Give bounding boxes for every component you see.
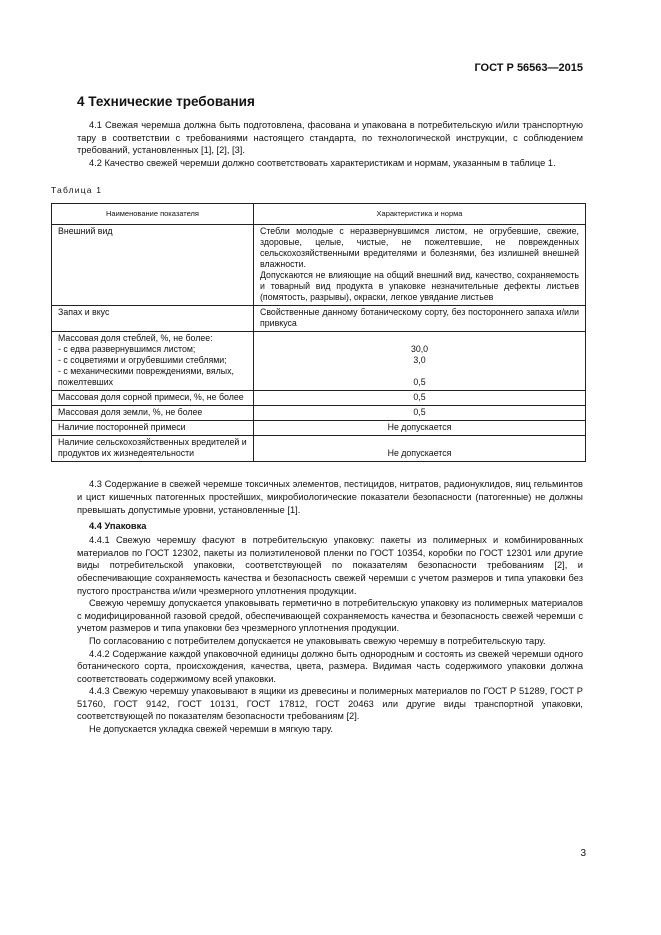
table-row: [52, 391, 586, 406]
row-smell-value: Свойственные данному ботаническому сорту, без постороннего запаха и/или привкуса: [254, 306, 586, 332]
stems-item: - с едва развернувшимся листом;: [58, 344, 196, 355]
table-row: [52, 436, 586, 462]
paragraph-4-4-1: 4.4.1 Свежую черемшу фасуют в потребительскую упаковку: пакеты из полимерных и комбинированных материалов по ГОСТ 12302, пакеты из полиэтиленовой пленки по ГОСТ 10354, коробки по ГОСТ 12301 или другие виды потребительской упаковки, соответствующей по показателям безопасности требованиям [2], и обеспечивающие сохраняемость качества и безопасность свежей черемши с учетом размеров и типа упаковки без пустого пространства и/или чрезмерного уплотнения продукции.: [77, 535, 583, 596]
paragraph-4-4-3: 4.4.3 Свежую черемшу упаковывают в ящики из древесины и полимерных материалов по ГОСТ Р 51289, ГОСТ Р 51760, ГОСТ 9142, ГОСТ 10131, ГОСТ 17812, ГОСТ 20463 или другие виды транспортной упаковки, соответствующей по показателям безопасности требованиям [2].: [77, 686, 583, 722]
page-content: [51, 90, 583, 736]
stems-value: 0,5: [413, 377, 426, 388]
table-header-row: [52, 204, 586, 225]
col-header-value: Характеристика и норма: [254, 204, 586, 225]
stems-value: 3,0: [413, 355, 426, 366]
table-row: [52, 332, 586, 391]
row-foreign-value: Не допускается: [254, 421, 586, 436]
standard-header: ГОСТ Р 56563—2015: [474, 62, 583, 74]
paragraph-4-4-1-c: По согласованию с потребителем допускается не упаковывать свежую черемшу в потребительскую тару.: [89, 635, 546, 646]
appearance-tolerance: Допускаются не влияющие на общий внешний вид, качество, сохраняемость и товарный вид продукта в упаковке незначительные дефекты листьев (помятость, разрывы), окраски, легкое увядание листьев: [260, 270, 579, 303]
paragraph-4-4-3-b: Не допускается укладка свежей черемши в мягкую тару.: [89, 724, 333, 735]
row-stems-value: [254, 332, 586, 391]
paragraph-4-2: 4.2 Качество свежей черемши должно соответствовать характеристикам и нормам, указанным в таблице 1.: [89, 157, 556, 168]
row-appearance-value: [254, 225, 586, 306]
paragraph-4-4-1-b: Свежую черемшу допускается упаковывать герметично в потребительскую упаковку из полимерных материалов с модифицированной газовой средой, обеспечивающей сохраняемость качества и безопасность свежей черемши с учетом размеров и типа упаковки без чрезмерного уплотнения продукции.: [77, 598, 583, 634]
stems-item: - с соцветиями и огрубевшими стеблями;: [58, 355, 227, 366]
row-weeds-name: Массовая доля сорной примеси, %, не более: [52, 391, 254, 406]
row-soil-value: 0,5: [254, 406, 586, 421]
requirements-table: [51, 203, 586, 462]
paragraph-4-1: 4.1 Свежая черемша должна быть подготовлена, фасована и упакована в потребительскую и/или транспортную тару в соответствии с требованиями настоящего стандарта, по технологической инструкции, с соблюдением требований, установленных [1], [2], [3].: [77, 120, 583, 156]
row-pests-value: Не допускается: [254, 436, 586, 462]
table-row: [52, 225, 586, 306]
paragraph-4-4-2: 4.4.2 Содержание каждой упаковочной единицы должно быть однородным и состоять из свежей черемши одного ботанического сорта, происхождения, качества, цвета, размера. Видимая часть содержимого упаковки должна соответствовать содержимому всей упаковки.: [77, 648, 583, 684]
subsection-title: 4.4 Упаковка: [89, 521, 147, 532]
row-pests-name: Наличие сельскохозяйственных вредителей и продуктов их жизнедеятельности: [52, 436, 254, 462]
row-foreign-name: Наличие посторонней примеси: [52, 421, 254, 436]
stems-title: Массовая доля стеблей, %, не более:: [58, 333, 213, 344]
row-soil-name: Массовая доля земли, %, не более: [52, 406, 254, 421]
row-appearance-name: Внешний вид: [52, 225, 254, 306]
paragraph-4-3: 4.3 Содержание в свежей черемше токсичных элементов, пестицидов, нитратов, радионуклидов, яиц гельминтов и цист кишечных патогенных простейших, микробиологические показатели безопасности (патогенные) не должны превышать допустимые уровни, установленные [1].: [77, 479, 583, 515]
row-weeds-value: 0,5: [254, 391, 586, 406]
stems-value: 30,0: [410, 344, 429, 355]
table-row: [52, 306, 586, 332]
stems-item: - с механическими повреждениями, вялых, пожелтевших: [58, 366, 234, 388]
section-title: 4 Технические требования: [77, 94, 255, 109]
appearance-text: Стебли молодые с неразвернувшимся листом, не огрубевшие, свежие, здоровые, целые, чистые, не пожелтевшие, не поврежденных сельскохозяйственными вредителями и болезнями, без излишней внешней влажности.: [260, 226, 579, 270]
table-row: [52, 421, 586, 436]
table-caption: Таблица 1: [51, 185, 103, 196]
table-row: [52, 406, 586, 421]
page-number: 3: [580, 848, 586, 859]
row-stems-name: [52, 332, 254, 391]
row-smell-name: Запах и вкус: [52, 306, 254, 332]
col-header-name: Наименование показателя: [52, 204, 254, 225]
